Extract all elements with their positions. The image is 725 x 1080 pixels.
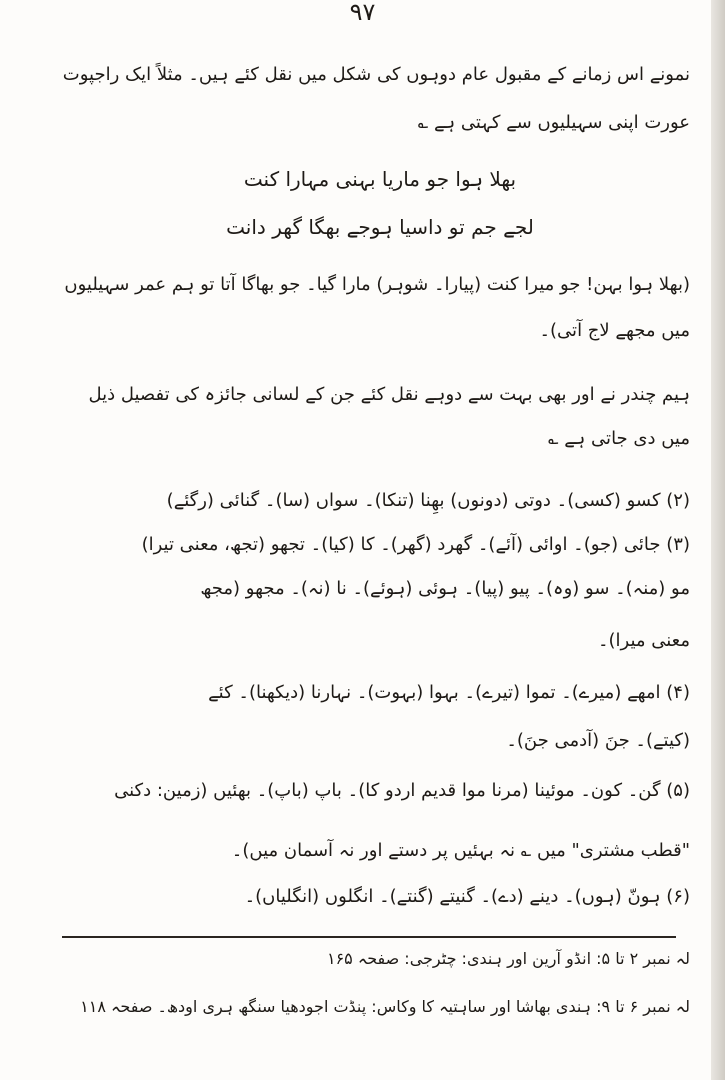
list-item-6: (۶) ہونّ (ہوں)۔ دینے (دے)۔ گنیتے (گنتے)۔ انگلوں (انگلیاں)۔: [244, 886, 690, 907]
page-edge-shadow: [711, 0, 725, 1080]
footnote-divider: [62, 936, 676, 938]
list-item-3-line-3: معنی میرا)۔: [597, 630, 690, 651]
footnote-1: لہ نمبر ۲ تا ۵: انڈو آرین اور ہندی: چٹرجی: صفحہ ۱۶۵: [326, 949, 690, 968]
translation-line-2: میں مجھے لاج آتی)۔: [539, 320, 690, 341]
paragraph-line-2: میں دی جاتی ہے ؎: [547, 428, 690, 449]
paragraph-line-1: ہیم چندر نے اور بھی بہت سے دوہے نقل کئے جن کے لسانی جائزہ کی تفصیل ذیل: [88, 384, 690, 405]
list-item-3-line-1: (۳) جائی (جو)۔ اوائی (آئے)۔ گھرد (گھر)۔ کا (کیا)۔ تجھو (تجھ، معنی تیرا): [141, 534, 690, 555]
list-item-3-line-2: مو (منہ)۔ سو (وہ)۔ پیو (پیا)۔ ہوئی (ہوئے)۔ نا (نہ)۔ مجھو (مجھ: [200, 578, 690, 599]
translation-line-1: (بھلا ہوا بہن! جو میرا کنت (پیارا۔ شوہر) مارا گیا۔ جو بھاگا آتا تو ہم عمر سہیلیوں: [64, 274, 690, 295]
verse-line-2: لجے جم تو داسیا ہوجے بھگا گھر دانت: [226, 215, 534, 239]
list-item-2: (۲) کسو (کسی)۔ دوتی (دونوں) بھِنا (تنکا)۔ سواں (سا)۔ گنائی (رگئے): [166, 490, 690, 511]
list-item-5-line-2: "قطب مشتری" میں ؎ نہ بہئیں پر دستے اور نہ آسمان میں)۔: [231, 840, 690, 861]
list-item-5-line-1: (۵) گن۔ کون۔ موئینا (مرنا موا قدیم اردو کا)۔ باپ (باپ)۔ بھئیں (زمین: دکنی: [114, 780, 690, 801]
footnote-2: لہ نمبر ۶ تا ۹: ہندی بھاشا اور ساہتیہ کا وکاس: پنڈت اجودھیا سنگھ ہری اودھ۔ صفحہ ۱۱۸: [80, 997, 690, 1016]
intro-line-2: عورت اپنی سہیلیوں سے کہتی ہے ؎: [417, 112, 690, 133]
list-item-4-line-1: (۴) امھے (میرے)۔ تموا (تیرے)۔ بہوا (بہوت)۔ نہارنا (دیکھنا)۔ کئے: [208, 682, 690, 703]
intro-line-1: نمونے اس زمانے کے مقبول عام دوہوں کی شکل میں نقل کئے ہیں۔ مثلاً ایک راجپوت: [62, 64, 690, 85]
verse-line-1: بھلا ہوا جو ماریا بہنی مہارا کنت: [243, 167, 517, 191]
list-item-4-line-2: (کیتے)۔ جنَ (آدمی جنَ)۔: [506, 730, 690, 751]
page-number: ٩٧: [349, 0, 376, 26]
